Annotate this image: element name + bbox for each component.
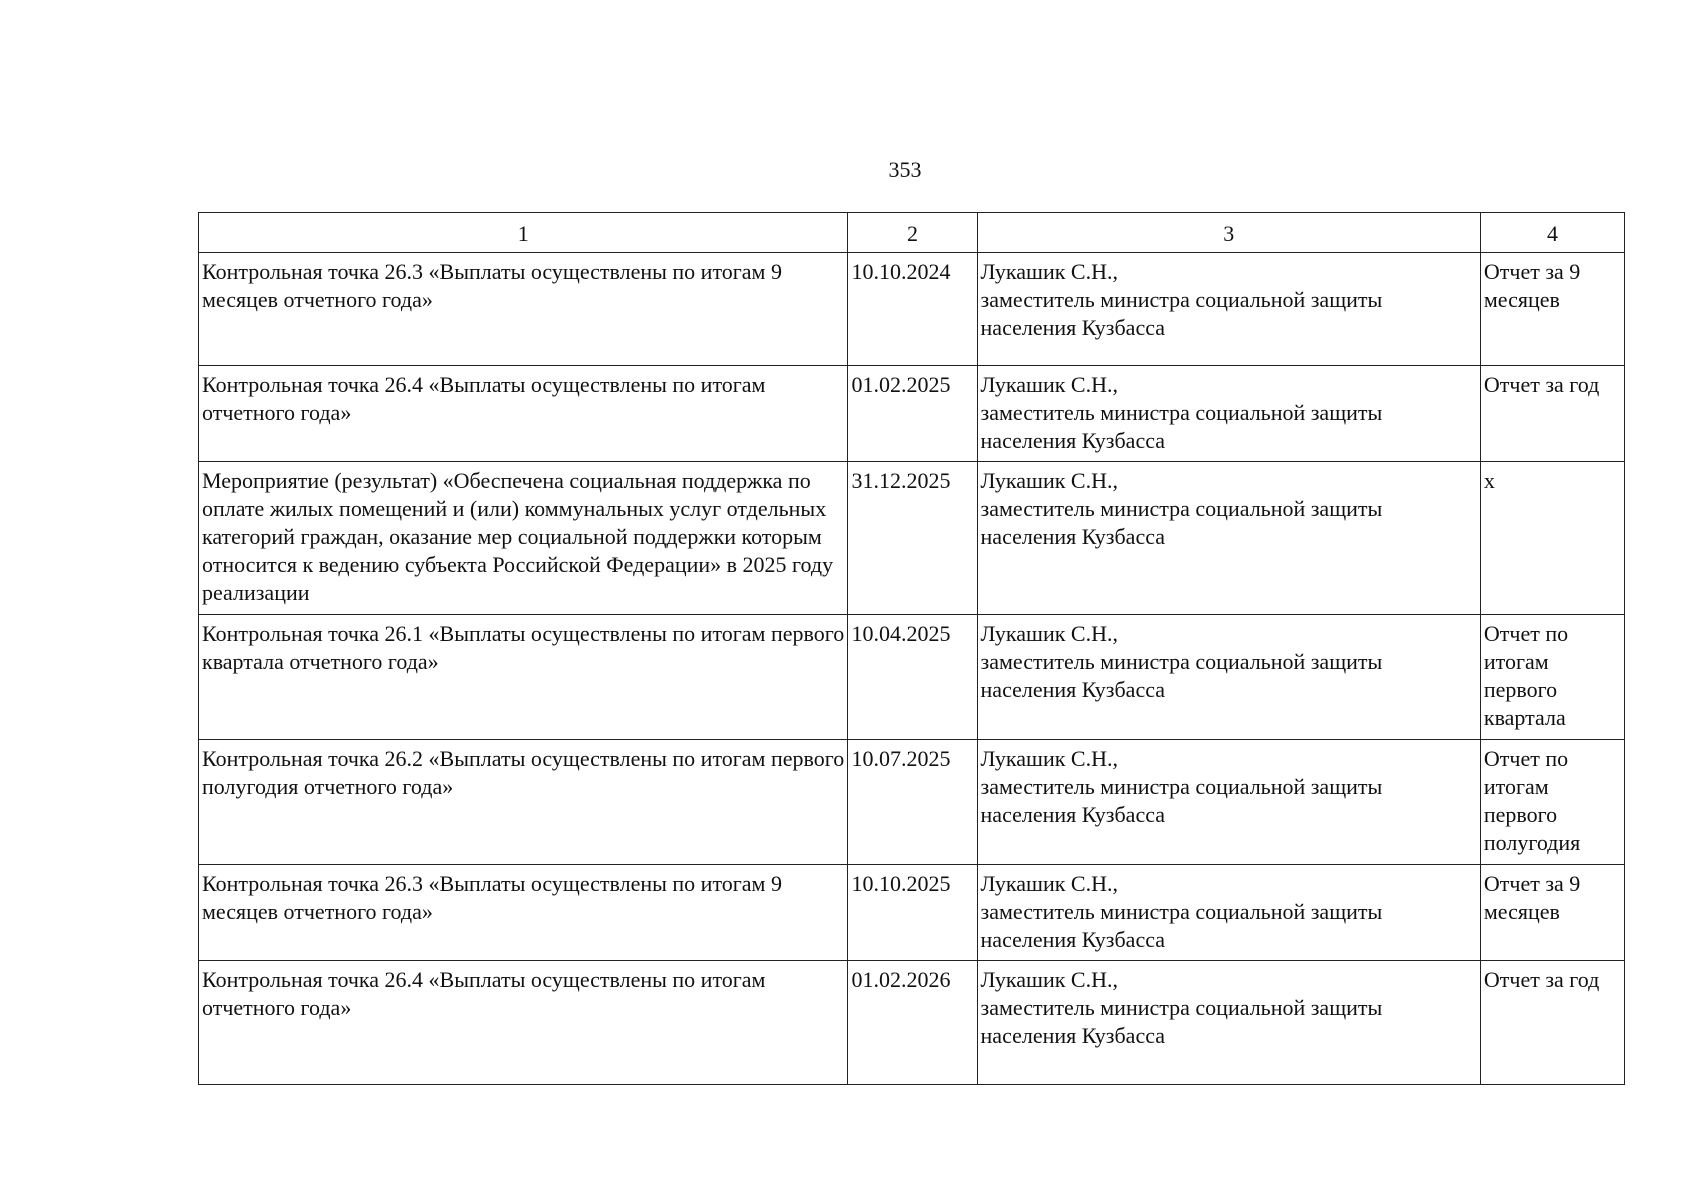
responsible-title: заместитель министра социальной защиты населения Кузбасса (980, 899, 1383, 952)
document-cell: х (1480, 462, 1624, 615)
date-cell: 10.10.2025 (848, 865, 977, 961)
responsible-cell (977, 253, 1480, 366)
responsible-cell (977, 961, 1480, 1085)
date-cell: 01.02.2026 (848, 961, 977, 1085)
table-body (199, 253, 1625, 1085)
date-cell: 10.10.2024 (848, 253, 977, 366)
responsible-name: Лукашик С.Н., (980, 967, 1118, 992)
item-cell: Мероприятие (результат) «Обеспечена социальная поддержка по оплате жилых помещений и (или) коммунальных услуг отдельных категорий граждан, оказание мер социальной поддержки которым относится к ведению субъекта Российской Федерации» в 2025 году реализации (199, 462, 848, 615)
responsible-title: заместитель министра социальной защиты населения Кузбасса (980, 774, 1383, 827)
responsible-title: заместитель министра социальной защиты населения Кузбасса (980, 995, 1383, 1048)
header-row (199, 213, 1625, 253)
document-cell: Отчет за 9 месяцев (1480, 865, 1624, 961)
document-cell: Отчет по итогам первого полугодия (1480, 740, 1624, 865)
responsible-cell (977, 865, 1480, 961)
responsible-name: Лукашик С.Н., (980, 746, 1118, 771)
responsible-cell (977, 740, 1480, 865)
responsible-title: заместитель министра социальной защиты населения Кузбасса (980, 649, 1383, 702)
date-cell: 31.12.2025 (848, 462, 977, 615)
responsible-name: Лукашик С.Н., (980, 468, 1118, 493)
responsible-cell (977, 462, 1480, 615)
header-col-4: 4 (1480, 213, 1624, 253)
item-cell: Контрольная точка 26.4 «Выплаты осуществлены по итогам отчетного года» (199, 366, 848, 462)
date-cell: 10.07.2025 (848, 740, 977, 865)
table-row (199, 740, 1625, 865)
document-cell: Отчет за год (1480, 366, 1624, 462)
responsible-name: Лукашик С.Н., (980, 259, 1118, 284)
page-number: 353 (888, 157, 922, 182)
date-cell: 10.04.2025 (848, 615, 977, 740)
document-cell: Отчет по итогам первого квартала (1480, 615, 1624, 740)
table-header (199, 213, 1625, 253)
header-col-1: 1 (199, 213, 848, 253)
item-cell: Контрольная точка 26.3 «Выплаты осуществлены по итогам 9 месяцев отчетного года» (199, 865, 848, 961)
table-row (199, 615, 1625, 740)
table-row (199, 961, 1625, 1085)
responsible-name: Лукашик С.Н., (980, 621, 1118, 646)
document-cell: Отчет за 9 месяцев (1480, 253, 1624, 366)
responsible-title: заместитель министра социальной защиты населения Кузбасса (980, 496, 1383, 549)
responsible-name: Лукашик С.Н., (980, 372, 1118, 397)
responsible-cell (977, 366, 1480, 462)
item-cell: Контрольная точка 26.2 «Выплаты осуществлены по итогам первого полугодия отчетного года» (199, 740, 848, 865)
header-col-3: 3 (977, 213, 1480, 253)
responsible-title: заместитель министра социальной защиты населения Кузбасса (980, 287, 1383, 340)
item-cell: Контрольная точка 26.1 «Выплаты осуществлены по итогам первого квартала отчетного года» (199, 615, 848, 740)
item-cell: Контрольная точка 26.4 «Выплаты осуществлены по итогам отчетного года» (199, 961, 848, 1085)
document-cell: Отчет за год (1480, 961, 1624, 1085)
header-col-2: 2 (848, 213, 977, 253)
table-row (199, 366, 1625, 462)
table-row (199, 865, 1625, 961)
table-row (199, 253, 1625, 366)
table-row (199, 462, 1625, 615)
responsible-title: заместитель министра социальной защиты населения Кузбасса (980, 400, 1383, 453)
responsible-name: Лукашик С.Н., (980, 871, 1118, 896)
schedule-table (198, 212, 1625, 1085)
responsible-cell (977, 615, 1480, 740)
item-cell: Контрольная точка 26.3 «Выплаты осуществлены по итогам 9 месяцев отчетного года» (199, 253, 848, 366)
date-cell: 01.02.2025 (848, 366, 977, 462)
